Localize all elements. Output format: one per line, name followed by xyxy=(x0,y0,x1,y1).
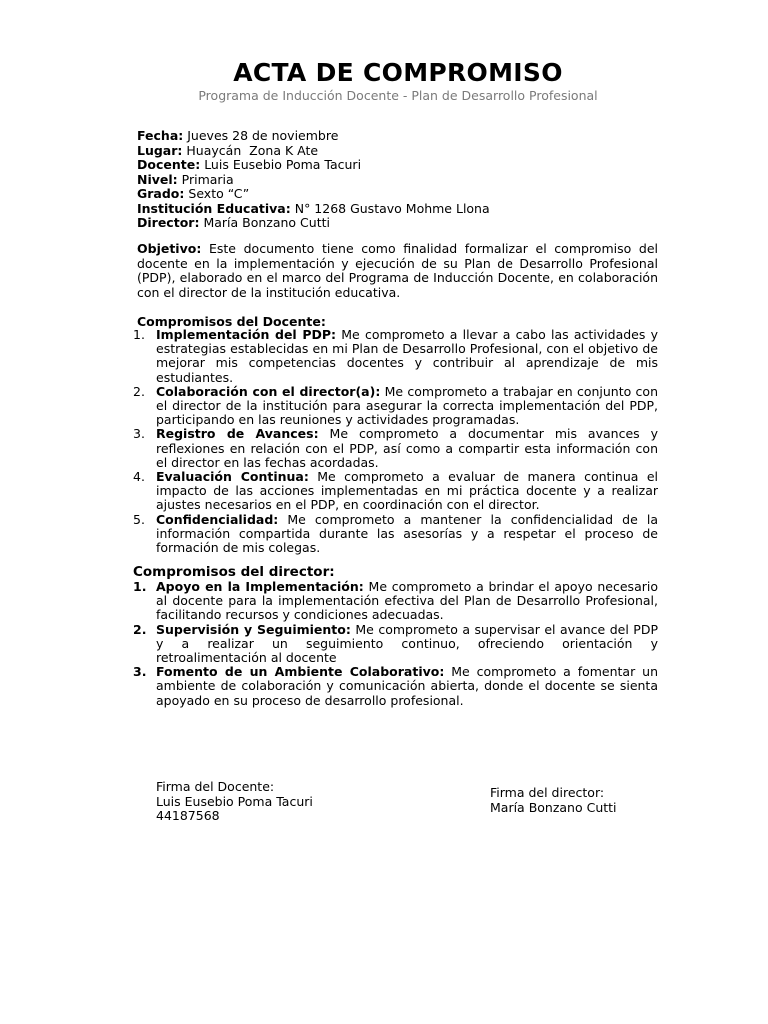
item-label: Supervisión y Seguimiento: xyxy=(156,621,351,637)
item-text: Me comprometo a brindar el apoyo necesario al docente para la implementación efectiva del Plan de Desarrollo Profesional, facilitando recursos y condiciones adecuadas. xyxy=(156,579,658,623)
list-item xyxy=(133,580,658,623)
item-label: Fomento de un Ambiente Colaborativo: xyxy=(156,664,445,680)
list-item xyxy=(133,470,658,513)
item-label: Evaluación Continua: xyxy=(156,469,309,485)
list-item xyxy=(133,385,658,428)
item-label: Colaboración con el director(a): xyxy=(156,383,381,399)
list-item xyxy=(133,665,658,708)
info-row-docente xyxy=(137,158,667,173)
info-value: Huaycán Zona K Ate xyxy=(186,142,319,158)
info-row-institucion xyxy=(137,202,667,217)
document-title: ACTA DE COMPROMISO xyxy=(233,58,563,87)
document-subtitle: Programa de Inducción Docente - Plan de Desarrollo Profesional xyxy=(198,88,598,103)
list-item xyxy=(133,623,658,666)
director-signature-block xyxy=(490,786,617,815)
list-item xyxy=(133,513,658,556)
info-label: Institución Educativa: xyxy=(137,200,291,216)
info-value: Luis Eusebio Poma Tacuri xyxy=(204,157,362,172)
item-text: Me comprometo a fomentar un ambiente de colaboración y comunicación abierta, donde el docente se sienta apoyado en su proceso de desarrollo profesional. xyxy=(156,664,658,708)
info-label: Grado: xyxy=(137,186,185,201)
list-number: 1. xyxy=(133,327,145,342)
info-row-nivel xyxy=(137,173,667,188)
item-text: Me comprometo a documentar mis avances y reflexiones en relación con el PDP, así como a compartir esta información con el director en las fechas acordadas. xyxy=(156,426,658,470)
list-number: 2. xyxy=(133,383,145,399)
item-text: Me comprometo a llevar a cabo las actividades y estrategias establecidas en mi Plan de Desarrollo Profesional, con el objetivo de mejorar mis competencias docentes y contribuir al aprendizaje de mis estudiantes. xyxy=(156,327,658,385)
list-item xyxy=(133,427,658,470)
docente-commitments-list xyxy=(133,328,658,555)
list-number: 3. xyxy=(133,426,145,442)
item-text: Me comprometo a evaluar de manera continua el impacto de las acciones implementadas en mi práctica docente y a realizar ajustes necesarios en el PDP, en coordinación con el director. xyxy=(156,469,658,513)
docente-signature-block xyxy=(156,780,313,824)
info-block xyxy=(137,129,667,231)
item-label: Confidencialidad: xyxy=(156,511,279,527)
info-label: Nivel: xyxy=(137,171,178,187)
info-row-lugar xyxy=(137,144,667,159)
item-text: Me comprometo a mantener la confidencialidad de la información compartida durante las asesorías y a respetar el proceso de formación de mis colegas. xyxy=(156,511,658,556)
item-text: Me comprometo a trabajar en conjunto con el director de la institución para asegurar la correcta implementación del PDP, participando en las reuniones y actividades programadas. xyxy=(156,383,659,428)
signature-label: Firma del director: xyxy=(490,785,605,800)
list-number: 1. xyxy=(133,579,147,594)
info-value: Primaria xyxy=(181,171,234,187)
list-number: 2. xyxy=(133,621,147,637)
signature-id: 44187568 xyxy=(156,808,220,823)
info-value: Jueves 28 de noviembre xyxy=(187,128,339,143)
item-label: Apoyo en la Implementación: xyxy=(156,579,364,594)
objective-paragraph xyxy=(137,242,658,300)
info-label: Lugar: xyxy=(137,142,183,158)
signature-label: Firma del Docente: xyxy=(156,779,275,794)
info-value: N° 1268 Gustavo Mohme Llona xyxy=(294,200,490,216)
signature-name: María Bonzano Cutti xyxy=(490,799,617,815)
info-row-fecha xyxy=(137,129,667,144)
list-number: 4. xyxy=(133,469,145,485)
info-value: María Bonzano Cutti xyxy=(203,215,330,230)
info-row-director xyxy=(137,216,667,231)
list-item xyxy=(133,328,658,385)
list-number: 5. xyxy=(133,511,145,527)
director-commitments-list xyxy=(133,580,658,708)
director-commitments-title: Compromisos del director: xyxy=(133,564,335,580)
objective-label: Objetivo: xyxy=(137,241,202,256)
item-label: Implementación del PDP: xyxy=(156,327,337,342)
list-number: 3. xyxy=(133,664,147,680)
objective-text: Este documento tiene como finalidad formalizar el compromiso del docente en la implementación y ejecución de su Plan de Desarrollo Profesional (PDP), elaborado en el marco del Programa de Inducción Docente, en colaboración con el director de la institución educativa. xyxy=(137,241,658,300)
item-label: Registro de Avances: xyxy=(156,426,319,442)
signature-name: Luis Eusebio Poma Tacuri xyxy=(156,793,313,809)
info-value: Sexto “C” xyxy=(188,186,250,201)
info-row-grado xyxy=(137,187,667,202)
item-text: Me comprometo a supervisar el avance del PDP y a realizar un seguimiento continuo, ofreciendo orientación y retroalimentación al docente xyxy=(156,621,658,666)
info-label: Docente: xyxy=(137,157,201,172)
info-label: Fecha: xyxy=(137,128,184,143)
docente-commitments-title: Compromisos del Docente: xyxy=(137,314,326,329)
info-label: Director: xyxy=(137,215,200,230)
